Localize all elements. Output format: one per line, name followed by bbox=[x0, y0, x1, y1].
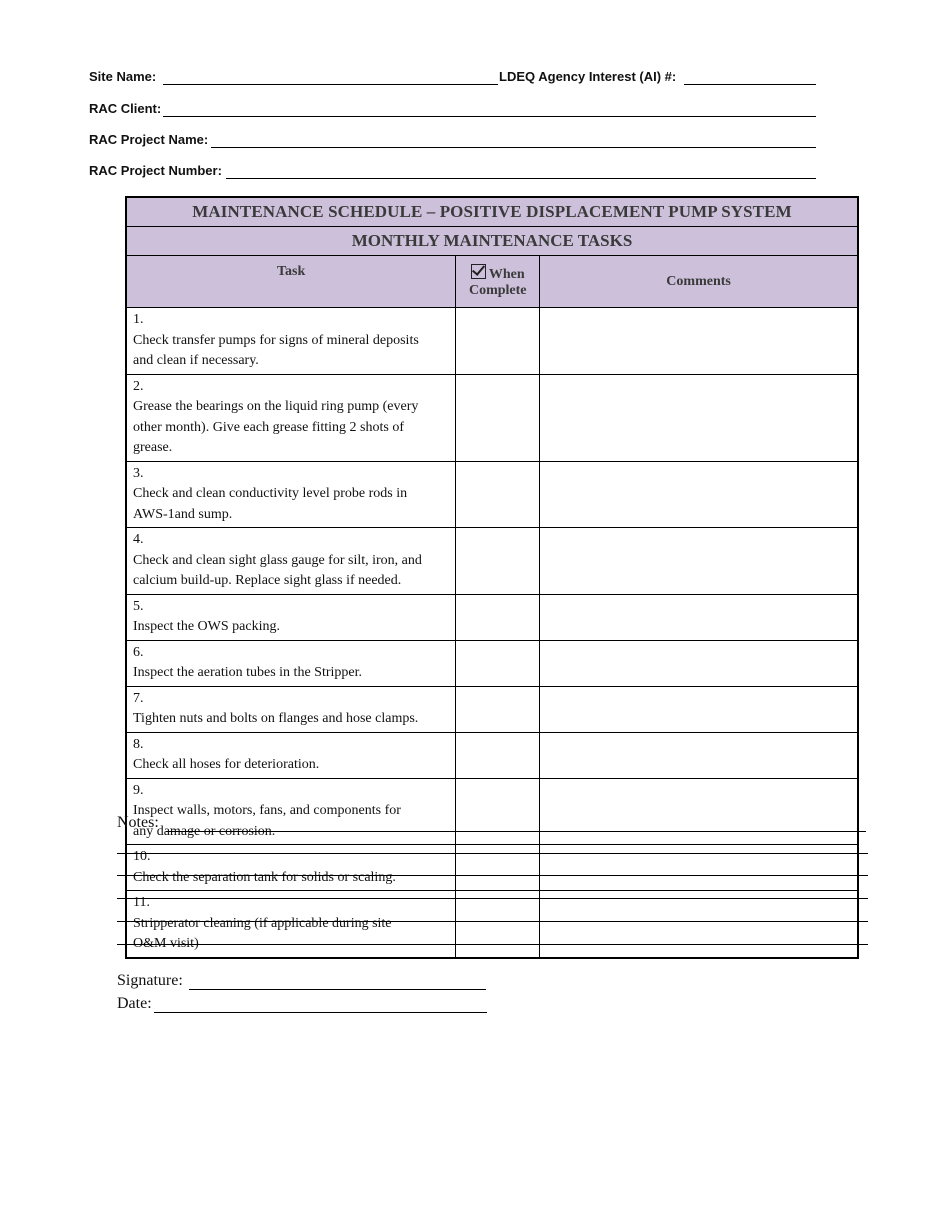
column-header-task: Task bbox=[126, 256, 456, 308]
table-row bbox=[126, 891, 858, 958]
when-complete-cell[interactable] bbox=[456, 308, 540, 375]
task-text: Inspect walls, motors, fans, and components for any damage or corrosion. bbox=[133, 803, 401, 839]
notes-line[interactable] bbox=[117, 853, 868, 854]
site-name-field[interactable] bbox=[163, 84, 498, 85]
comments-cell[interactable] bbox=[540, 845, 858, 891]
notes-line[interactable] bbox=[117, 875, 868, 876]
table-row bbox=[126, 778, 858, 845]
table-row bbox=[126, 308, 858, 375]
rac-client-label: RAC Client: bbox=[89, 101, 162, 116]
rac-project-number-label: RAC Project Number: bbox=[89, 163, 222, 178]
rac-client-field[interactable] bbox=[163, 116, 816, 117]
column-header-when-complete bbox=[456, 256, 540, 308]
signature-field[interactable] bbox=[189, 989, 486, 990]
table-title: MAINTENANCE SCHEDULE – POSITIVE DISPLACEMENT PUMP SYSTEM bbox=[126, 197, 858, 227]
comments-cell[interactable] bbox=[540, 461, 858, 528]
when-complete-cell[interactable] bbox=[456, 640, 540, 686]
table-row bbox=[126, 686, 858, 732]
when-complete-cell[interactable] bbox=[456, 686, 540, 732]
ldeq-ai-field[interactable] bbox=[684, 84, 816, 85]
rac-project-number-field[interactable] bbox=[226, 178, 816, 179]
comments-cell[interactable] bbox=[540, 640, 858, 686]
when-label: When bbox=[488, 267, 525, 282]
when-complete-cell[interactable] bbox=[456, 845, 540, 891]
task-number: 1. bbox=[133, 312, 144, 327]
signature-label: Signature: bbox=[117, 972, 183, 989]
task-number: 7. bbox=[133, 690, 144, 706]
task-number: 4. bbox=[133, 532, 144, 547]
table-row bbox=[126, 845, 858, 891]
date-label: Date: bbox=[117, 995, 152, 1012]
table-subtitle: MONTHLY MAINTENANCE TASKS bbox=[126, 227, 858, 256]
task-text: Check and clean sight glass gauge for silt, iron, and calcium build-up. Replace sight glass if needed. bbox=[133, 552, 422, 588]
column-header-comments: Comments bbox=[540, 256, 858, 308]
notes-line[interactable] bbox=[117, 898, 868, 899]
when-complete-cell[interactable] bbox=[456, 461, 540, 528]
site-name-label: Site Name: bbox=[89, 69, 157, 84]
checkbox-icon bbox=[471, 264, 486, 279]
ldeq-ai-label: LDEQ Agency Interest (AI) #: bbox=[499, 69, 677, 84]
task-number: 6. bbox=[133, 644, 144, 660]
notes-label: Notes: bbox=[117, 814, 159, 831]
table-row bbox=[126, 374, 858, 461]
notes-line[interactable] bbox=[117, 944, 868, 945]
comments-cell[interactable] bbox=[540, 308, 858, 375]
task-text: Check and clean conductivity level probe rods in AWS-1and sump. bbox=[133, 486, 408, 522]
comments-cell[interactable] bbox=[540, 732, 858, 778]
notes-line[interactable] bbox=[166, 831, 866, 832]
maintenance-schedule-table bbox=[125, 196, 859, 959]
task-text: Stripperator cleaning (if applicable during site O&M visit) bbox=[133, 915, 392, 951]
when-complete-cell[interactable] bbox=[456, 778, 540, 845]
task-text: Grease the bearings on the liquid ring pump (every other month). Give each grease fitting 2 shots of grease. bbox=[133, 399, 419, 455]
comments-cell[interactable] bbox=[540, 528, 858, 595]
task-number: 11. bbox=[133, 895, 150, 910]
task-number: 5. bbox=[133, 598, 144, 614]
task-text: Check the separation tank for solids or scaling. bbox=[133, 869, 396, 885]
complete-label: Complete bbox=[468, 283, 527, 298]
rac-project-name-label: RAC Project Name: bbox=[89, 132, 209, 147]
rac-project-name-field[interactable] bbox=[211, 147, 816, 148]
when-complete-cell[interactable] bbox=[456, 732, 540, 778]
comments-cell[interactable] bbox=[540, 374, 858, 461]
comments-cell[interactable] bbox=[540, 778, 858, 845]
table-row bbox=[126, 732, 858, 778]
notes-line[interactable] bbox=[117, 921, 868, 922]
task-text: Check all hoses for deterioration. bbox=[133, 757, 320, 772]
table-row bbox=[126, 640, 858, 686]
task-number: 10. bbox=[133, 849, 151, 864]
task-number: 8. bbox=[133, 736, 144, 752]
task-text: Check transfer pumps for signs of mineral deposits and clean if necessary. bbox=[133, 332, 419, 368]
comments-cell[interactable] bbox=[540, 686, 858, 732]
when-complete-cell[interactable] bbox=[456, 594, 540, 640]
date-field[interactable] bbox=[154, 1012, 487, 1013]
task-text: Inspect the OWS packing. bbox=[133, 619, 280, 634]
task-number: 2. bbox=[133, 378, 144, 394]
when-complete-cell[interactable] bbox=[456, 528, 540, 595]
when-complete-cell[interactable] bbox=[456, 891, 540, 958]
comments-cell[interactable] bbox=[540, 891, 858, 958]
table-row bbox=[126, 461, 858, 528]
table-row bbox=[126, 528, 858, 595]
task-text: Inspect the aeration tubes in the Stripper. bbox=[133, 665, 362, 680]
task-number: 9. bbox=[133, 782, 144, 798]
task-number: 3. bbox=[133, 465, 144, 481]
task-text: Tighten nuts and bolts on flanges and hose clamps. bbox=[133, 711, 419, 726]
comments-cell[interactable] bbox=[540, 594, 858, 640]
table-row bbox=[126, 594, 858, 640]
when-complete-cell[interactable] bbox=[456, 374, 540, 461]
